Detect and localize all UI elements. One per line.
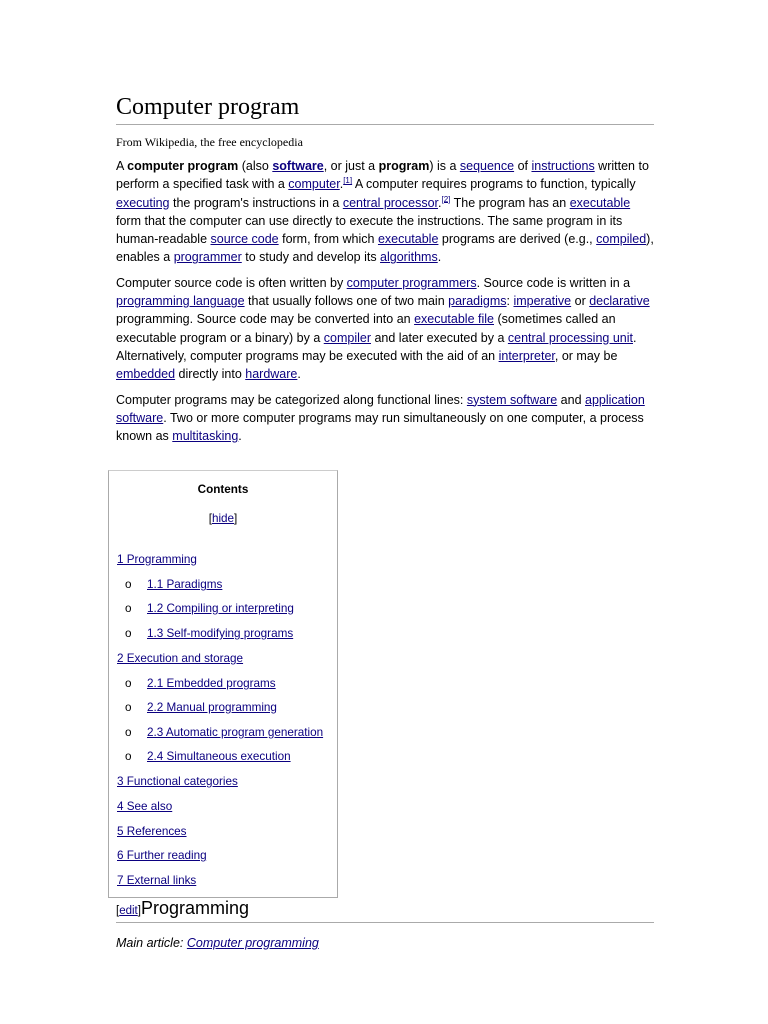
toc-item-self-modifying[interactable]: 1.3 Self-modifying programs bbox=[147, 627, 294, 640]
main-article-prefix: Main article: bbox=[116, 936, 187, 950]
toc-item-see-also[interactable]: 4 See also bbox=[117, 800, 173, 813]
citation-1[interactable]: [1] bbox=[343, 176, 353, 186]
link-executable-2[interactable]: executable bbox=[377, 232, 439, 247]
toc-item-paradigms[interactable]: 1.1 Paradigms bbox=[147, 578, 223, 591]
text: (also bbox=[238, 159, 273, 173]
link-programming-language[interactable]: programming language bbox=[116, 294, 245, 309]
text: A bbox=[116, 159, 128, 173]
text: ) is a bbox=[429, 159, 460, 173]
bracket: ] bbox=[137, 905, 141, 917]
link-hardware[interactable]: hardware bbox=[245, 367, 298, 382]
page-title: Computer program bbox=[116, 92, 654, 125]
section-title: Programming bbox=[140, 898, 249, 918]
link-software[interactable] bbox=[272, 159, 323, 173]
text: ), enables a bbox=[116, 232, 654, 265]
link-source-code[interactable]: source code bbox=[210, 232, 279, 247]
text: The program has an bbox=[450, 195, 570, 210]
link-multitasking[interactable]: multitasking bbox=[172, 429, 239, 444]
link-executable[interactable]: executable bbox=[569, 195, 631, 210]
bold-term: computer program bbox=[127, 159, 239, 173]
text: the program's instructions in a bbox=[169, 195, 343, 210]
link-sequence[interactable]: sequence bbox=[459, 159, 515, 173]
link-computer[interactable]: computer bbox=[288, 177, 340, 192]
link-declarative[interactable]: declarative bbox=[589, 294, 650, 309]
link-computer-programmers[interactable]: computer programmers bbox=[346, 275, 477, 290]
toc-item-simultaneous[interactable]: 2.4 Simultaneous execution bbox=[147, 750, 291, 763]
link-central-processing-unit[interactable]: central processing unit bbox=[507, 330, 633, 345]
toc-bullet: o bbox=[125, 602, 132, 615]
text: A computer requires programs to function, typically bbox=[352, 177, 636, 192]
toc-bullet: o bbox=[125, 726, 132, 739]
link-application-software[interactable]: application software bbox=[116, 392, 645, 425]
toc-bullet: o bbox=[125, 701, 132, 714]
toc-hide-link[interactable]: hide bbox=[211, 512, 235, 525]
text: or bbox=[571, 294, 590, 309]
text: programming. Source code may be converted into an bbox=[116, 312, 415, 327]
text: . bbox=[238, 429, 242, 444]
text: . bbox=[437, 250, 442, 265]
intro-paragraph: A computer program (also software, or just a program) is a sequence of instructions written to perform a specified task with a computer.[1] A computer requires programs to function, typically executing the program's instructions in a central processor.[2] The program has an executable form that the computer can use directly to execute the instructions. The same program in its human-readable source code form, from which executable programs are derived (e.g., compiled), enables a programmer to study and develop its algorithms. bbox=[116, 159, 654, 265]
text: : bbox=[506, 294, 514, 309]
text: programs are derived (e.g., bbox=[438, 232, 597, 247]
toc-bullet: o bbox=[125, 578, 132, 591]
bracket: ] bbox=[234, 512, 238, 525]
link-computer-programming[interactable]: Computer programming bbox=[186, 936, 319, 950]
toc-bullet: o bbox=[125, 677, 132, 690]
text: . Two or more computer programs may run simultaneously on one computer, a process known as bbox=[116, 410, 644, 444]
toc-item-execution[interactable]: 2 Execution and storage bbox=[117, 652, 244, 665]
bracket: [ bbox=[116, 905, 120, 917]
main-article-note bbox=[116, 936, 319, 950]
toc-hide-control bbox=[109, 512, 337, 525]
text: . bbox=[297, 367, 301, 382]
text: (sometimes called an executable program or a binary) by a bbox=[116, 312, 616, 345]
link-algorithms[interactable]: algorithms bbox=[380, 250, 438, 265]
toc-item-automatic[interactable]: 2.3 Automatic program generation bbox=[147, 726, 324, 739]
toc-item-references[interactable]: 5 References bbox=[117, 825, 187, 838]
toc-title: Contents bbox=[197, 483, 249, 496]
toc-bullet: o bbox=[125, 627, 132, 640]
categories-paragraph bbox=[116, 391, 654, 446]
toc-item-compiling[interactable]: 1.2 Compiling or interpreting bbox=[147, 602, 294, 615]
text: form that the computer can use directly to execute the instructions. The same program in its human-readable bbox=[116, 213, 623, 247]
link-paradigms[interactable]: paradigms bbox=[448, 294, 507, 309]
site-tagline: From Wikipedia, the free encyclopedia bbox=[116, 135, 303, 149]
link-compiler[interactable]: compiler bbox=[323, 330, 371, 345]
toc-item-programming[interactable]: 1 Programming bbox=[117, 553, 197, 566]
text: and bbox=[557, 392, 586, 407]
text: of bbox=[514, 159, 532, 173]
text: Computer programs may be categorized along functional lines: bbox=[116, 392, 467, 407]
link-programmer[interactable]: programmer bbox=[173, 250, 242, 265]
link-software-label: software bbox=[272, 159, 324, 173]
edit-control bbox=[116, 905, 141, 917]
text: . Source code is written in a bbox=[476, 275, 631, 290]
section-heading-programming bbox=[116, 898, 654, 923]
link-embedded[interactable]: embedded bbox=[116, 367, 176, 382]
table-of-contents bbox=[108, 470, 338, 898]
text: form, from which bbox=[278, 232, 378, 247]
source-code-paragraph bbox=[116, 274, 654, 384]
edit-link[interactable]: edit bbox=[119, 905, 138, 917]
link-imperative[interactable]: imperative bbox=[513, 294, 572, 309]
text: , or just a bbox=[323, 159, 379, 173]
article-body bbox=[116, 92, 654, 452]
link-executing[interactable]: executing bbox=[116, 195, 170, 210]
toc-bullet: o bbox=[125, 750, 132, 763]
text: Computer source code is often written by bbox=[116, 275, 347, 290]
bold-term: program bbox=[378, 159, 430, 173]
text: to study and develop its bbox=[241, 250, 381, 265]
text: written to perform a specified task with a bbox=[116, 159, 649, 192]
text: . Alternatively, computer programs may be executed with the aid of an bbox=[116, 330, 637, 363]
toc-item-functional[interactable]: 3 Functional categories bbox=[117, 775, 238, 788]
text: directly into bbox=[175, 367, 246, 382]
toc-item-embedded[interactable]: 2.1 Embedded programs bbox=[147, 677, 276, 690]
toc-item-manual[interactable]: 2.2 Manual programming bbox=[147, 701, 277, 714]
text: that usually follows one of two main bbox=[244, 294, 449, 309]
toc-item-external-links[interactable]: 7 External links bbox=[117, 874, 197, 887]
citation-2[interactable]: [2] bbox=[441, 194, 451, 204]
text: , or may be bbox=[554, 348, 618, 363]
link-system-software[interactable]: system software bbox=[466, 392, 558, 407]
toc-item-further-reading[interactable]: 6 Further reading bbox=[117, 849, 207, 862]
link-central-processor[interactable]: central processor bbox=[342, 195, 439, 210]
link-instructions[interactable]: instructions bbox=[531, 159, 595, 173]
link-executable-file[interactable]: executable file bbox=[414, 312, 494, 327]
text: and later executed by a bbox=[371, 330, 508, 345]
link-compiled[interactable]: compiled bbox=[596, 232, 647, 247]
bracket: [ bbox=[208, 512, 212, 525]
link-interpreter[interactable]: interpreter bbox=[498, 348, 555, 363]
